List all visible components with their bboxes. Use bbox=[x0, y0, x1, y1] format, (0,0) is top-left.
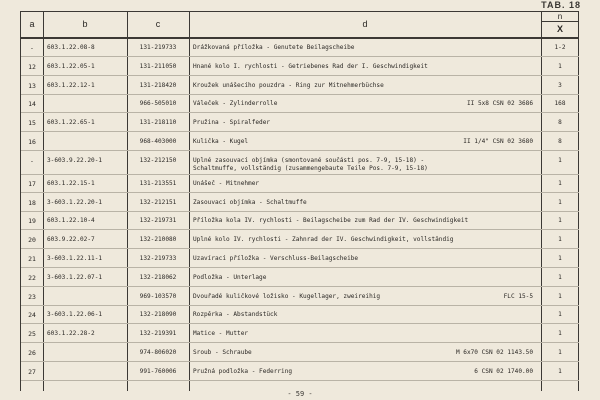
page-number: - 59 - bbox=[287, 390, 313, 398]
part-code: 131-218420 bbox=[139, 81, 177, 89]
header-x: X bbox=[556, 24, 563, 34]
position-number: 12 bbox=[28, 62, 36, 71]
position-number: 25 bbox=[28, 330, 36, 339]
part-description bbox=[193, 311, 533, 319]
part-description bbox=[193, 63, 533, 71]
table-row bbox=[21, 288, 579, 306]
header-c: c bbox=[155, 19, 161, 29]
quantity: 1-2 bbox=[554, 44, 566, 51]
drawing-number: 603.1.22.08-8 bbox=[47, 44, 95, 51]
header-b: b bbox=[82, 19, 88, 29]
description-text: Drážkovaná příložka - Genutete Beilagscheibe bbox=[193, 44, 355, 51]
table-row bbox=[21, 212, 579, 230]
table-row bbox=[21, 77, 579, 95]
quantity: 1 bbox=[558, 367, 562, 375]
quantity: 1 bbox=[558, 349, 562, 356]
part-code: 131-211050 bbox=[139, 62, 177, 70]
quantity: 1 bbox=[558, 198, 562, 206]
quantity: 1 bbox=[558, 330, 562, 338]
table-row bbox=[21, 306, 579, 324]
description-text: Zasouvací objímka - Schaltmuffe bbox=[193, 198, 307, 206]
position-number: - bbox=[30, 44, 34, 52]
part-description bbox=[193, 82, 533, 90]
part-code: 131-218110 bbox=[139, 119, 177, 127]
part-description bbox=[193, 100, 533, 108]
table-row bbox=[21, 363, 579, 381]
position-number: 19 bbox=[28, 217, 36, 226]
position-number: 27 bbox=[28, 367, 36, 376]
description-text: Kroužek unášecího pouzdra - Ring zur Mitnehmerbüchse bbox=[193, 81, 384, 89]
table-row bbox=[21, 39, 579, 57]
table-row bbox=[21, 269, 579, 287]
quantity: 1 bbox=[558, 179, 562, 187]
standard-note: II 1/4" ČSN 02 3680 bbox=[463, 138, 533, 145]
drawing-number: 603.1.22.15-1 bbox=[47, 179, 95, 187]
part-code: 132-219731 bbox=[139, 217, 177, 225]
part-code: 968-403000 bbox=[139, 138, 177, 145]
quantity: 1 bbox=[558, 292, 562, 300]
part-code: 131-219733 bbox=[139, 44, 177, 51]
parts-table bbox=[20, 11, 579, 391]
position-number: - bbox=[30, 156, 34, 165]
part-description bbox=[193, 349, 533, 357]
quantity: 8 bbox=[558, 119, 562, 127]
part-code: 132-219733 bbox=[139, 255, 177, 262]
drawing-number: 603.9.22.02-7 bbox=[47, 236, 95, 244]
quantity: 1 bbox=[558, 156, 562, 164]
position-number: 24 bbox=[28, 311, 36, 320]
part-description bbox=[193, 236, 533, 244]
table-row bbox=[21, 58, 579, 76]
part-description bbox=[193, 293, 533, 301]
standard-note: 6 ČSN 02 1740.00 bbox=[474, 367, 533, 375]
description-text: Podložka - Unterlage bbox=[193, 273, 267, 281]
drawing-number: 3-603.1.22.06-1 bbox=[47, 311, 103, 319]
position-number: 15 bbox=[28, 119, 36, 128]
table-row bbox=[21, 250, 579, 268]
part-code: 132-210080 bbox=[139, 236, 177, 244]
drawing-number: 603.1.22.28-2 bbox=[47, 330, 95, 338]
position-number: 18 bbox=[28, 198, 36, 207]
table-row bbox=[21, 325, 579, 343]
standard-note: II 5x8 ČSN 02 3686 bbox=[466, 100, 533, 108]
table-header bbox=[21, 11, 579, 39]
quantity: 1 bbox=[558, 311, 562, 319]
part-description bbox=[193, 119, 533, 127]
table-row bbox=[21, 175, 579, 193]
description-text: Uzavírací příložka - Verschluss-Beilagscheibe bbox=[193, 255, 359, 262]
part-code: 131-213551 bbox=[139, 179, 177, 187]
drawing-number: 603.1.22.65-1 bbox=[47, 119, 95, 127]
drawing-number: 3-603.9.22.20-1 bbox=[47, 156, 103, 164]
header-d: d bbox=[362, 19, 368, 29]
table-row bbox=[21, 95, 579, 113]
standard-note: FLC 15-5 bbox=[503, 292, 533, 300]
position-number: 23 bbox=[28, 292, 36, 301]
description-text: Hnané kolo I. rychlosti - Getriebenes Rad der I. Geschwindigkeit bbox=[193, 62, 428, 70]
position-number: 17 bbox=[28, 179, 36, 188]
description-text: Úplné kolo IV. rychlosti - Zahnrad der IV. Geschwindigkeit, vollständig bbox=[193, 236, 454, 244]
part-description bbox=[193, 368, 533, 376]
quantity: 3 bbox=[558, 81, 562, 89]
part-code: 132-212150 bbox=[139, 156, 177, 164]
description-text: Příložka kola IV. rychlosti - Beilagscheibe zum Rad der IV. Geschwindigkeit bbox=[193, 217, 469, 225]
part-description bbox=[193, 255, 533, 263]
description-text: Rozpěrka - Abstandstück bbox=[193, 311, 278, 319]
table-number: TAB. 18 bbox=[541, 0, 581, 10]
table-row bbox=[21, 152, 579, 175]
description-text: Matice - Mutter bbox=[193, 330, 249, 338]
description-text-line2: Schaltmuffe, vollständig (zusammengebaute Teile Pos. 7-9, 15-18) bbox=[193, 164, 428, 172]
part-description bbox=[193, 217, 533, 225]
drawing-number: 3-603.1.22.07-1 bbox=[47, 273, 103, 281]
quantity: 1 bbox=[558, 217, 562, 225]
header-n: n bbox=[557, 12, 563, 21]
part-description bbox=[193, 330, 533, 338]
position-number: 26 bbox=[28, 349, 36, 357]
position-number: 16 bbox=[28, 138, 36, 146]
part-description bbox=[193, 180, 533, 188]
part-description bbox=[193, 157, 533, 173]
quantity: 1 bbox=[558, 255, 562, 262]
position-number: 20 bbox=[28, 236, 36, 245]
description-text: Šroub - Schraube bbox=[193, 349, 252, 356]
table-row bbox=[21, 133, 579, 151]
standard-note: M 6x70 ČSN 02 1143.50 bbox=[455, 349, 533, 356]
quantity: 1 bbox=[558, 62, 562, 70]
header-a: a bbox=[29, 19, 35, 29]
quantity: 8 bbox=[558, 138, 562, 145]
description-text: Pružná podložka - Federring bbox=[193, 367, 293, 375]
drawing-number: 3-603.1.22.20-1 bbox=[47, 198, 103, 206]
drawing-number: 3-603.1.22.11-1 bbox=[47, 255, 103, 262]
part-code: 991-760006 bbox=[139, 367, 177, 375]
description-text: Dvouřadé kuličkové ložisko - Kugellager, zweireihig bbox=[193, 292, 381, 300]
part-code: 966-505010 bbox=[139, 100, 177, 108]
description-text: Úplné zasouvací objímka (smontované součásti pos. 7-9, 15-18) - bbox=[193, 156, 425, 164]
position-number: 14 bbox=[28, 100, 36, 109]
table-row bbox=[21, 194, 579, 212]
part-code: 974-806020 bbox=[139, 349, 177, 356]
drawing-number: 603.1.22.12-1 bbox=[47, 81, 95, 89]
description-text: Pružina - Spiralfeder bbox=[193, 119, 271, 127]
part-code: 132-218062 bbox=[139, 273, 177, 281]
description-text: Unášeč - Mitnehmer bbox=[193, 179, 260, 187]
part-description bbox=[193, 44, 533, 52]
description-text: Kulička - Kugel bbox=[193, 138, 249, 145]
drawing-number: 603.1.22.05-1 bbox=[47, 62, 95, 70]
description-text: Váleček - Zylinderrolle bbox=[193, 100, 278, 108]
drawing-number: 603.1.22.10-4 bbox=[47, 217, 95, 225]
table-row bbox=[21, 114, 579, 132]
part-code: 132-212151 bbox=[139, 198, 177, 206]
position-number: 13 bbox=[28, 81, 36, 90]
quantity: 1 bbox=[558, 236, 562, 244]
quantity: 168 bbox=[554, 100, 566, 108]
part-description bbox=[193, 138, 533, 146]
quantity: 1 bbox=[558, 273, 562, 281]
part-description bbox=[193, 274, 533, 282]
part-code: 969-103570 bbox=[139, 292, 177, 300]
position-number: 21 bbox=[28, 255, 36, 263]
part-code: 132-219391 bbox=[139, 330, 177, 338]
table-row bbox=[21, 231, 579, 249]
part-code: 132-218090 bbox=[139, 311, 177, 319]
position-number: 22 bbox=[28, 273, 36, 282]
table-row bbox=[21, 344, 579, 362]
header-x-divider bbox=[541, 21, 579, 22]
part-description bbox=[193, 199, 533, 207]
